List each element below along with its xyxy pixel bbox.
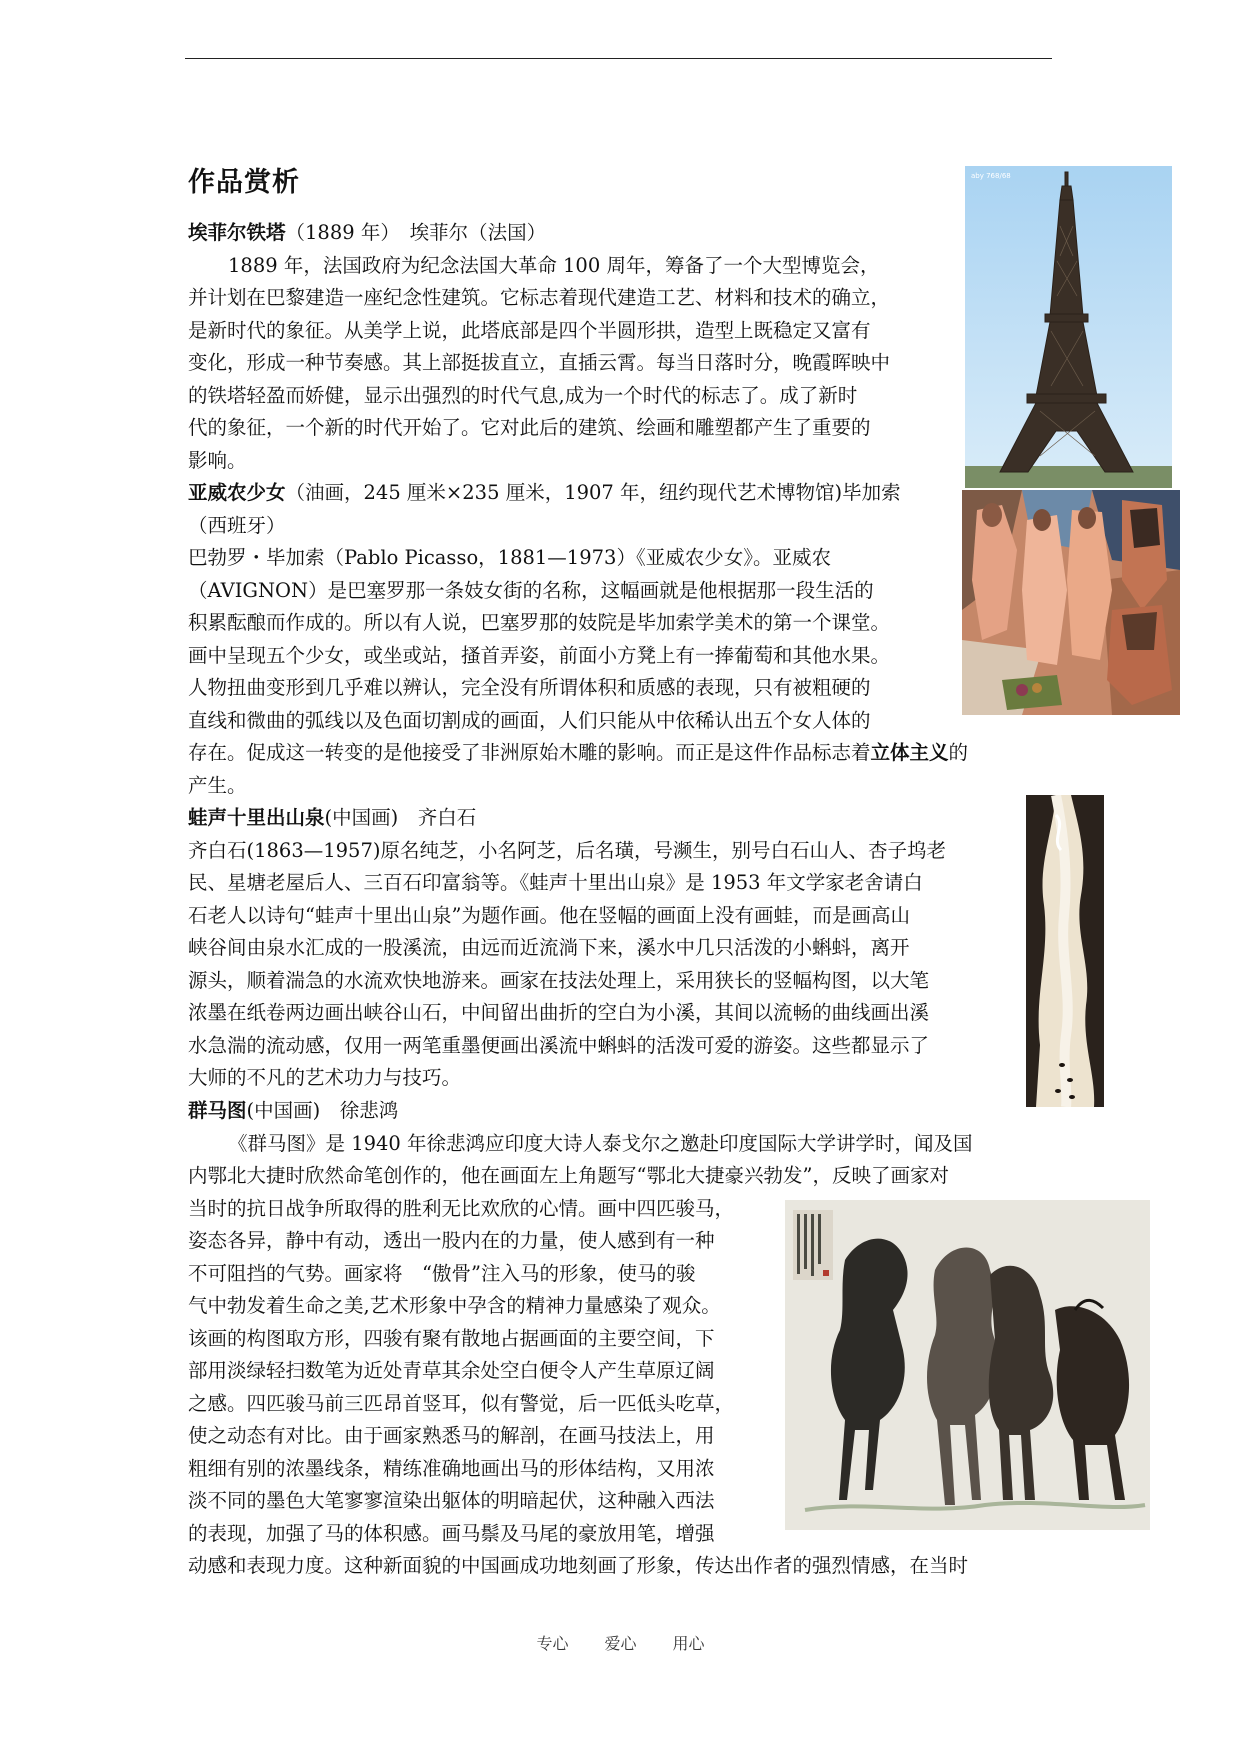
avignon-heading (188, 477, 1048, 510)
eiffel-line: 代的象征，一个新的时代开始了。它对此后的建筑、绘画和雕塑都产生了重要的 (188, 416, 871, 439)
avignon-line: 人物扭曲变形到几乎难以辨认，完全没有所谓体积和质感的表现，只有被粗硬的 (188, 676, 871, 699)
frog-title: 蛙声十里出山泉 (188, 806, 325, 829)
eiffel-line: 变化，形成一种节奏感。其上部挺拔直立，直插云霄。每当日落时分，晚霞晖映中 (188, 351, 891, 374)
avignon-section (188, 477, 1048, 802)
frog-line: 水急湍的流动感，仅用一两笔重墨便画出溪流中蝌蚪的活泼可爱的游姿。这些都显示了 (188, 1033, 930, 1057)
frog-meta: (中国画) 齐白石 (324, 806, 477, 829)
avignon-line: 画中呈现五个少女，或坐或站，搔首弄姿，前面小方凳上有一捧葡萄和其他水果。 (188, 643, 891, 667)
frog-line: 大师的不凡的艺术功力与技巧。 (188, 1066, 462, 1089)
frog-line: 浓墨在纸卷两边画出峡谷山石，中间留出曲折的空白为小溪，其间以流畅的曲线画出溪 (188, 1001, 930, 1024)
header-rule (185, 58, 1052, 59)
frog-heading (188, 802, 1013, 835)
horses-line: 粗细有别的浓墨线条，精练准确地画出马的形体结构，又用浓 (188, 1456, 715, 1480)
eiffel-line: 并计划在巴黎建造一座纪念性建筑。它标志着现代建造工艺、材料和技术的确立， (188, 286, 891, 309)
frog-section (188, 802, 1013, 1095)
eiffel-line: 1889 年，法国政府为纪念法国大革命 100 周年，筹备了一个大型博览会， (228, 253, 880, 277)
horses-line: 动感和表现力度。这种新面貌的中国画成功地刻画了形象，传达出作者的强烈情感，在当时 (188, 1554, 969, 1577)
eiffel-tower-image (965, 166, 1172, 488)
horses-line: 的表现，加强了马的体积感。画马鬃及马尾的豪放用笔，增强 (188, 1521, 715, 1545)
footer-text: 用心 (672, 1634, 705, 1653)
eiffel-line: 影响。 (188, 448, 247, 472)
horses-painting-image (785, 1200, 1150, 1530)
avignon-meta: （油画，245 厘米×235 厘米，1907 年，纽约现代艺术博物馆)毕加索 (285, 481, 901, 504)
horses-meta: (中国画) 徐悲鸿 (246, 1099, 399, 1122)
horses-line: 内鄂北大捷时欣然命笔创作的，他在画面左上角题写“鄂北大捷豪兴勃发”，反映了画家对 (188, 1164, 949, 1187)
eiffel-section (188, 217, 948, 477)
avignon-last-post: 的 (948, 741, 969, 764)
avignon-line-last (188, 737, 1048, 770)
horses-line: 不可阻挡的气势。画家将 “傲骨”注入马的形象，使马的骏 (188, 1261, 696, 1285)
eiffel-title: 埃菲尔铁塔 (188, 221, 286, 244)
page-footer (0, 1631, 1241, 1654)
horses-heading (188, 1095, 1048, 1128)
avignon-meta-country: （西班牙） (188, 513, 286, 537)
frog-line: 齐白石(1863—1957)原名纯芝，小名阿芝，后名璜，号濒生，别号白石山人、杏子坞老 (188, 838, 946, 862)
frog-stream-painting-image (1026, 795, 1104, 1107)
frog-line: 源头，顺着湍急的水流欢快地游来。画家在技法处理上，采用狭长的竖幅构图，以大笔 (188, 968, 930, 992)
frog-line: 民、星塘老屋后人、三百石印富翁等。《蛙声十里出山泉》是 1953 年文学家老舍请白 (188, 871, 923, 894)
horses-line: 《群马图》是 1940 年徐悲鸿应印度大诗人泰戈尔之邀赴印度国际大学讲学时，闻及国 (228, 1131, 973, 1155)
footer-text: 爱心 (604, 1634, 637, 1653)
horses-line: 部用淡绿轻扫数笔为近处青草其余处空白便令人产生草原辽阔 (188, 1359, 715, 1382)
footer-text: 专心 (536, 1634, 569, 1653)
page-title: 作品赏析 (188, 167, 300, 198)
avignon-line: 直线和微曲的弧线以及色面切割成的画面，人们只能从中依稀认出五个女人体的 (188, 708, 871, 732)
horses-line: 该画的构图取方形，四骏有聚有散地占据画面的主要空间，下 (188, 1326, 715, 1350)
horses-line: 气中勃发着生命之美,艺术形象中孕含的精神力量感染了观众。 (188, 1294, 721, 1317)
svg-text:aby 768/68: aby 768/68 (971, 172, 1011, 180)
frog-line: 峡谷间由泉水汇成的一股溪流，由远而近流淌下来，溪水中几只活泼的小蝌蚪，离开 (188, 936, 910, 959)
horses-line: 淡不同的墨色大笔寥寥渲染出躯体的明暗起伏，这种融入西法 (188, 1489, 715, 1512)
avignon-last-pre: 存在。促成这一转变的是他接受了非洲原始木雕的影响。而正是这件作品标志着 (188, 741, 871, 764)
eiffel-line: 是新时代的象征。从美学上说，此塔底部是四个半圆形拱，造型上既稳定又富有 (188, 318, 871, 342)
horses-line: 当时的抗日战争所取得的胜利无比欢欣的心情。画中四匹骏马， (188, 1196, 735, 1220)
avignon-painting-image (962, 490, 1180, 715)
horses-line: 使之动态有对比。由于画家熟悉马的解剖，在画马技法上，用 (188, 1424, 715, 1447)
avignon-line: 积累酝酿而作成的。所以有人说，巴塞罗那的妓院是毕加索学美术的第一个课堂。 (188, 611, 891, 634)
horses-line: 姿态各异，静中有动，透出一股内在的力量，使人感到有一种 (188, 1229, 715, 1252)
avignon-line: 产生。 (188, 773, 247, 797)
frog-line: 石老人以诗句“蛙声十里出山泉”为题作画。他在竖幅的画面上没有画蛙，而是画高山 (188, 903, 910, 927)
eiffel-heading (188, 217, 948, 250)
cubism-term: 立体主义 (870, 741, 949, 764)
horses-title: 群马图 (188, 1099, 247, 1122)
horses-line: 之感。四匹骏马前三匹昂首竖耳，似有警觉，后一匹低头吃草， (188, 1391, 735, 1415)
avignon-title: 亚威农少女 (188, 481, 286, 504)
eiffel-line: 的铁塔轻盈而娇健，显示出强烈的时代气息,成为一个时代的标志了。成了新时 (188, 383, 858, 407)
avignon-line: 巴勃罗・毕加索（Pablo Picasso，1881—1973）《亚威农少女》。亚威农 (188, 546, 831, 569)
avignon-line: （AVIGNON）是巴塞罗那一条妓女街的名称，这幅画就是他根据那一段生活的 (188, 578, 874, 602)
eiffel-meta: （1889 年） 埃菲尔（法国） (285, 221, 547, 244)
